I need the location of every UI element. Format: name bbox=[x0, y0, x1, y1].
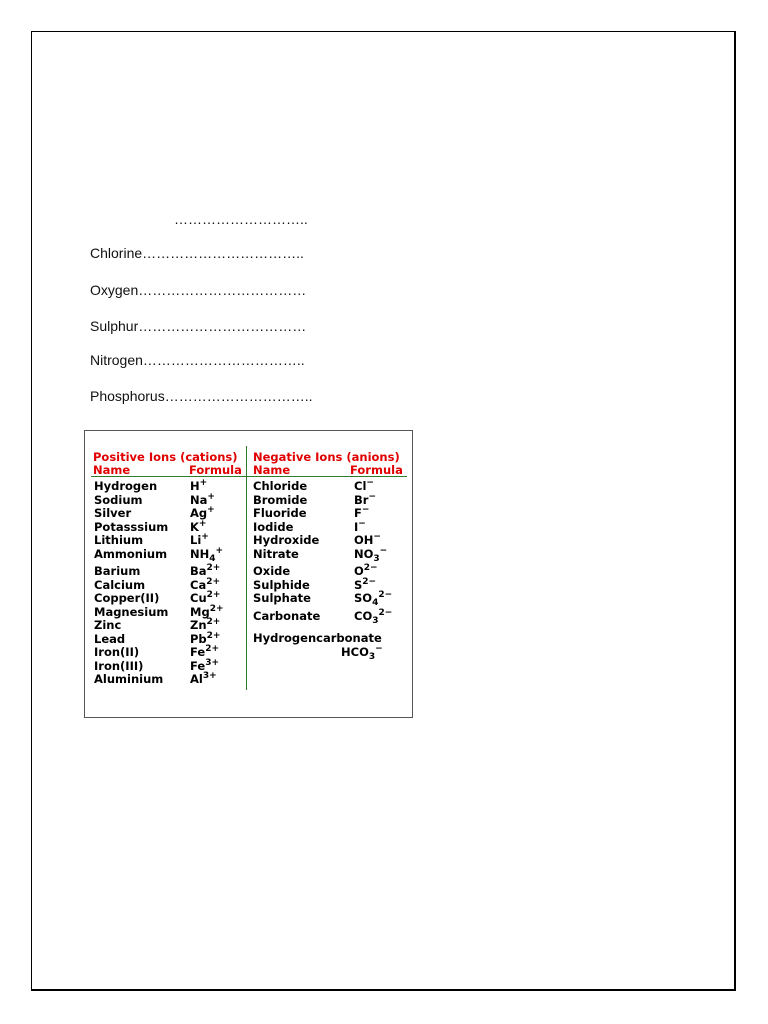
formula-symbol: Fe bbox=[190, 658, 206, 673]
formula-subscript: 4 bbox=[372, 598, 379, 608]
formula-charge: 2− bbox=[378, 590, 393, 600]
formula-symbol: Br bbox=[354, 492, 369, 507]
formula-charge: − bbox=[358, 518, 366, 529]
ion-row bbox=[253, 533, 408, 547]
ion-row bbox=[94, 659, 244, 673]
ion-name: Iodide bbox=[253, 519, 294, 534]
ion-name: Zinc bbox=[94, 618, 122, 632]
formula-charge: 2+ bbox=[206, 590, 221, 600]
formula-charge: 2+ bbox=[206, 563, 221, 573]
ion-name: Nitrate bbox=[253, 546, 299, 561]
ion-formula bbox=[341, 643, 383, 662]
ion-formula bbox=[190, 672, 217, 686]
formula-charge: 2+ bbox=[205, 644, 220, 654]
ion-name: Aluminium bbox=[94, 672, 164, 686]
ion-name: Hydroxide bbox=[253, 533, 320, 547]
ion-name: Iron(II) bbox=[94, 645, 140, 659]
line-label: Sulphur bbox=[90, 318, 139, 334]
ion-row bbox=[94, 672, 244, 686]
ion-name: Magnesium bbox=[94, 604, 169, 619]
ion-name: Silver bbox=[94, 506, 132, 520]
ion-name: Hydrogencarbonate bbox=[253, 630, 382, 645]
ion-formula bbox=[190, 545, 224, 564]
ion-formula bbox=[190, 533, 209, 547]
ion-row bbox=[94, 533, 244, 547]
ion-formula bbox=[190, 479, 207, 493]
formula-symbol: SO bbox=[354, 591, 373, 605]
ion-name: Ammonium bbox=[94, 546, 168, 561]
ion-row bbox=[253, 506, 408, 520]
ion-row bbox=[94, 493, 244, 507]
column-divider bbox=[246, 446, 247, 690]
ion-name: Carbonate bbox=[253, 608, 321, 623]
formula-symbol: O bbox=[354, 564, 364, 578]
negative-name-header: Name bbox=[253, 463, 291, 477]
ion-name: Chloride bbox=[253, 479, 308, 493]
formula-symbol: Fe bbox=[190, 645, 206, 659]
ion-name: Iron(III) bbox=[94, 658, 144, 673]
formula-charge: + bbox=[215, 545, 224, 556]
formula-symbol: Cu bbox=[190, 591, 207, 605]
ion-name: Calcium bbox=[94, 577, 146, 592]
formula-charge: − bbox=[361, 505, 370, 515]
line-dots: …………………………….. bbox=[142, 245, 304, 261]
ion-name: Sulphide bbox=[253, 577, 310, 592]
oxygen-line bbox=[90, 282, 306, 298]
ion-row bbox=[253, 590, 408, 608]
formula-charge: 2+ bbox=[206, 617, 221, 627]
formula-charge: + bbox=[207, 505, 215, 515]
formula-symbol: I bbox=[354, 519, 359, 534]
ion-name: Fluoride bbox=[253, 506, 307, 520]
ion-row bbox=[94, 591, 244, 605]
formula-subscript: 3 bbox=[368, 651, 376, 662]
line-label: Chlorine bbox=[90, 245, 143, 261]
formula-symbol: CO bbox=[354, 608, 373, 623]
ion-formula bbox=[354, 520, 366, 534]
ion-row bbox=[94, 506, 244, 520]
ion-name: Bromide bbox=[253, 492, 308, 507]
ion-formula bbox=[354, 533, 381, 547]
formula-charge: − bbox=[375, 643, 383, 654]
positive-ions-list bbox=[94, 479, 244, 686]
line-dots: ……………………………… bbox=[138, 318, 307, 334]
formula-symbol: Li bbox=[190, 533, 202, 547]
line-dots: ………………………….. bbox=[164, 388, 313, 404]
formula-symbol: H bbox=[190, 479, 200, 493]
formula-symbol: Pb bbox=[190, 631, 207, 646]
positive-ions-title: Positive Ions (cations) bbox=[93, 450, 238, 464]
sulphur-line bbox=[90, 318, 306, 334]
formula-charge: 2+ bbox=[206, 630, 221, 641]
ion-row bbox=[253, 520, 408, 534]
line-dots: …………………………….. bbox=[142, 352, 305, 368]
ion-formula bbox=[354, 607, 393, 626]
formula-symbol: OH bbox=[354, 533, 374, 547]
ion-name: Copper(II) bbox=[94, 591, 160, 605]
ion-row bbox=[94, 645, 244, 659]
formula-charge: − bbox=[379, 545, 388, 556]
ion-row bbox=[94, 632, 244, 646]
formula-symbol: Ca bbox=[190, 577, 207, 592]
ion-name: Oxide bbox=[253, 564, 291, 578]
formula-symbol: Cl bbox=[354, 479, 367, 493]
formula-charge: 2+ bbox=[209, 603, 224, 614]
ion-formula bbox=[354, 578, 376, 592]
formula-charge: − bbox=[373, 532, 381, 542]
ion-name: Potasssium bbox=[94, 519, 169, 534]
formula-charge: 2− bbox=[362, 576, 377, 587]
formula-symbol: F bbox=[354, 506, 362, 520]
ion-name: Lead bbox=[94, 631, 126, 646]
formula-charge: 2− bbox=[363, 563, 378, 573]
formula-subscript: 3 bbox=[372, 615, 379, 626]
formula-symbol: Ba bbox=[190, 564, 207, 578]
ion-row bbox=[94, 564, 244, 578]
line-dots: ……………………………… bbox=[138, 282, 307, 298]
line-dots: ……………………….. bbox=[174, 211, 308, 227]
ion-name: Hydrogen bbox=[94, 479, 158, 493]
formula-symbol: NO bbox=[354, 546, 374, 561]
ion-row bbox=[253, 609, 408, 631]
formula-symbol: S bbox=[354, 577, 363, 592]
formula-symbol: Mg bbox=[190, 604, 210, 619]
ion-row bbox=[94, 520, 244, 534]
positive-name-header: Name bbox=[93, 463, 131, 477]
ion-formula bbox=[354, 590, 393, 608]
blank-answer-line bbox=[174, 211, 308, 227]
formula-charge: + bbox=[201, 532, 209, 542]
line-label: Phosphorus bbox=[90, 388, 165, 404]
ion-row bbox=[253, 564, 408, 578]
ion-row bbox=[253, 631, 408, 661]
ion-row bbox=[253, 578, 408, 592]
line-label: Nitrogen bbox=[90, 352, 143, 368]
ion-name: Sodium bbox=[94, 492, 143, 507]
ion-row bbox=[253, 545, 408, 564]
formula-charge: + bbox=[198, 518, 207, 529]
formula-charge: 2+ bbox=[206, 576, 221, 587]
formula-symbol: K bbox=[190, 519, 199, 534]
ion-name: Barium bbox=[94, 564, 141, 578]
ion-row bbox=[94, 605, 244, 619]
chlorine-line bbox=[90, 245, 304, 261]
formula-symbol: Ag bbox=[190, 506, 208, 520]
ion-row bbox=[94, 618, 244, 632]
formula-charge: + bbox=[199, 478, 208, 488]
negative-ions-title: Negative Ions (anions) bbox=[253, 450, 400, 464]
formula-charge: 3+ bbox=[202, 671, 217, 681]
ion-row bbox=[94, 578, 244, 592]
formula-subscript: 4 bbox=[209, 553, 216, 564]
formula-symbol: Na bbox=[190, 492, 208, 507]
ion-row bbox=[253, 479, 408, 493]
ion-row bbox=[253, 493, 408, 507]
positive-formula-header: Formula bbox=[189, 463, 242, 477]
ion-formula bbox=[354, 545, 388, 564]
formula-charge: 2− bbox=[378, 607, 393, 618]
formula-charge: 3+ bbox=[205, 657, 220, 668]
ion-row bbox=[94, 479, 244, 493]
formula-symbol: HCO bbox=[341, 644, 369, 659]
negative-ions-list bbox=[253, 479, 408, 661]
phosphorus-line bbox=[90, 388, 313, 404]
line-label: Oxygen bbox=[90, 282, 139, 298]
formula-charge: + bbox=[207, 491, 215, 502]
formula-symbol: Al bbox=[190, 672, 203, 686]
formula-subscript: 3 bbox=[373, 553, 380, 564]
formula-symbol: Zn bbox=[190, 618, 207, 632]
formula-charge: − bbox=[366, 478, 374, 488]
ion-name: Sulphate bbox=[253, 591, 311, 605]
ion-table bbox=[84, 430, 413, 718]
ion-row bbox=[94, 545, 244, 564]
negative-formula-header: Formula bbox=[350, 463, 403, 477]
formula-symbol: NH bbox=[190, 546, 210, 561]
ion-name: Lithium bbox=[94, 533, 144, 547]
nitrogen-line bbox=[90, 352, 305, 368]
formula-charge: − bbox=[368, 491, 376, 502]
